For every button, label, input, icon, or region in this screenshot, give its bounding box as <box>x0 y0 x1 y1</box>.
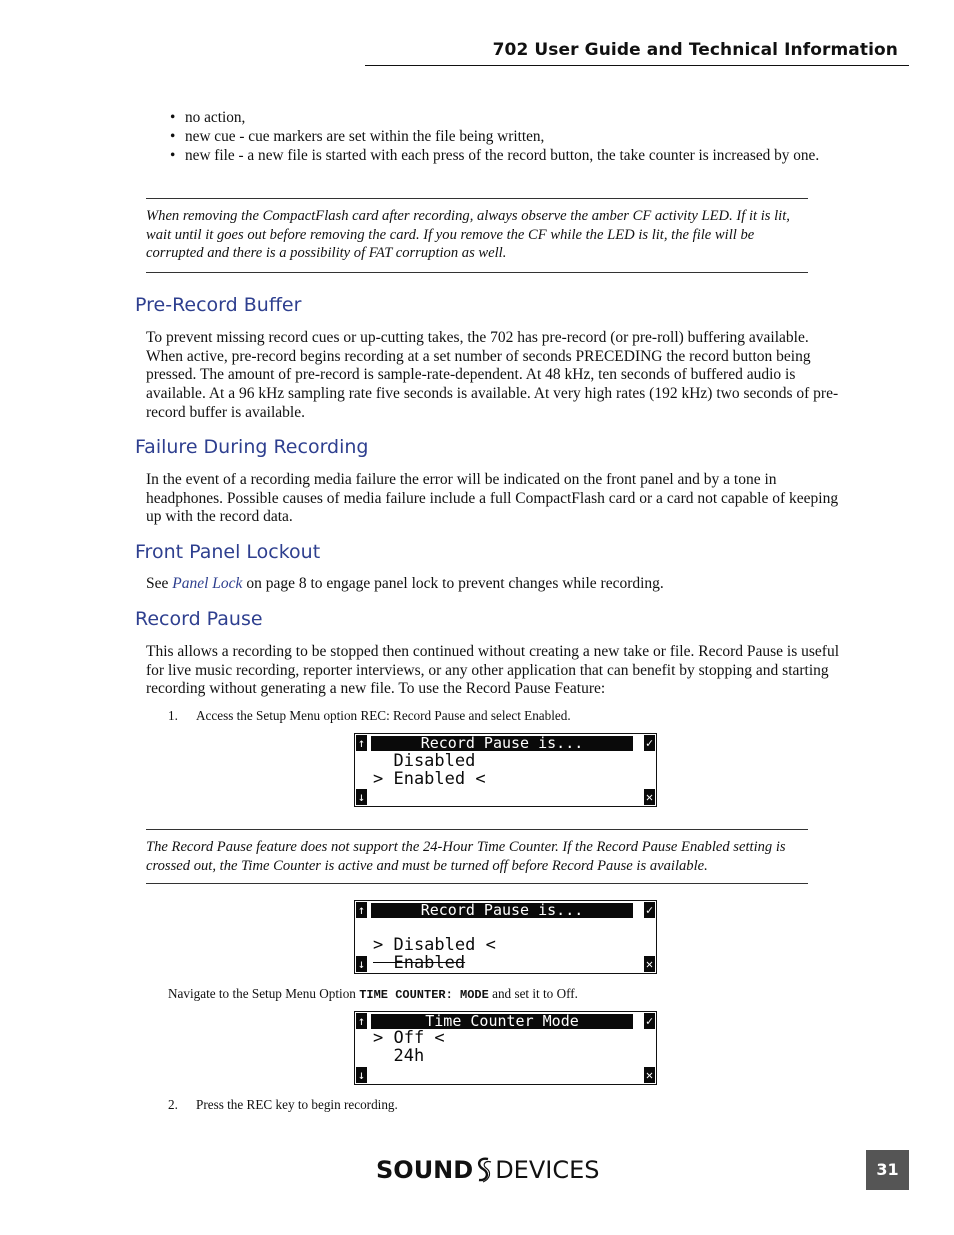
down-arrow-icon: ↓ <box>357 790 366 804</box>
paragraph-failure: In the event of a recording media failure the error will be indicated on the front panel and by a tone in headphones. Possible causes of media failure include a full CompactFlash card or a card not capable of keeping up with the record data. <box>146 471 839 526</box>
step-text: Press the REC key to begin recording. <box>196 1097 398 1112</box>
up-arrow-icon: ↑ <box>357 1014 366 1028</box>
heading-pre-record-buffer: Pre-Record Buffer <box>135 294 302 316</box>
lockout-text-post: on page 8 to engage panel lock to prevent changes while recording. <box>242 575 664 592</box>
lcd-record-pause-enabled <box>354 733 657 807</box>
down-arrow-icon: ↓ <box>357 1068 366 1082</box>
bullet-item: • no action, <box>170 109 850 128</box>
running-header-title: 702 User Guide and Technical Information <box>492 40 898 60</box>
note-time-counter <box>146 829 808 884</box>
check-icon: ✓ <box>645 903 654 917</box>
lcd-title-bar: Record Pause is... <box>371 736 633 751</box>
bullet-item: • new file - a new file is started with each press of the record button, the take counter is increased by one. <box>170 147 850 166</box>
logo-text-light: DEVICES <box>495 1156 600 1184</box>
panel-lock-link[interactable]: Panel Lock <box>172 575 243 592</box>
note-compactflash <box>146 198 808 273</box>
navigate-text-post: and set it to Off. <box>488 986 578 1001</box>
option-bullet-list <box>170 109 850 165</box>
header-rule <box>365 65 909 66</box>
lockout-text-pre: See <box>146 575 173 592</box>
lcd-option-24h: 24h <box>373 1046 425 1066</box>
step-number: 2. <box>168 1097 178 1112</box>
bullet-item: • new cue - cue markers are set within the file being written, <box>170 128 850 147</box>
paragraph-record-pause: This allows a recording to be stopped then continued without creating a new take or file. Record Pause is useful for live music recording, reporter interviews, or any other application that can benefit by stopping and starting recording without generating a new file. To use the Record Pause Feature: <box>146 643 840 698</box>
x-icon: ✕ <box>645 957 654 971</box>
lcd-title-bar: Record Pause is... <box>371 903 633 918</box>
note-text: The Record Pause feature does not support the 24-Hour Time Counter. If the Record Pause Enabled setting is crossed out, the Time Counter is active and must be turned off before Record Pause is available. <box>146 839 786 874</box>
heading-record-pause: Record Pause <box>135 608 263 630</box>
lcd-option-enabled-crossed: Enabled <box>373 953 466 973</box>
step-text: Access the Setup Menu option REC: Record Pause and select Enabled. <box>196 708 571 723</box>
menu-option-code: TIME COUNTER: MODE <box>359 988 489 1002</box>
lcd-record-pause-crossed-out <box>354 900 657 974</box>
step-1 <box>168 708 571 724</box>
heading-failure-during-recording: Failure During Recording <box>135 436 369 458</box>
lcd-option-disabled: Disabled <box>373 751 476 771</box>
navigate-text-pre: Navigate to the Setup Menu Option <box>168 986 360 1001</box>
paragraph-pre-record: To prevent missing record cues or up-cutting takes, the 702 has pre-record (or pre-roll) buffering available. When active, pre-record begins recording at a set number of seconds PRECEDING the record button being pressed. The amount of pre-record is sample-rate-dependent. At 48 kHz, ten seconds of buffered audio is available. At a 96 kHz sampling rate five seconds is available. At very high rates (192 kHz) two seconds of pre-record buffer is available. <box>146 329 839 421</box>
x-icon: ✕ <box>645 1068 654 1082</box>
navigate-instruction <box>168 986 578 1003</box>
note-text: When removing the CompactFlash card after recording, always observe the amber CF activity LED. If it is lit, wait until it goes out before removing the card. If you remove the CF while the LED is lit, the file will be corrupted and there is a possibility of FAT corruption as well. <box>146 208 790 262</box>
lcd-title-bar: Time Counter Mode <box>371 1014 633 1029</box>
paragraph-lockout <box>146 575 846 594</box>
check-icon: ✓ <box>645 1014 654 1028</box>
step-2 <box>168 1097 398 1113</box>
logo-text-bold: SOUND <box>376 1156 474 1184</box>
x-icon: ✕ <box>645 790 654 804</box>
lcd-option-disabled: > Disabled < <box>373 935 496 955</box>
down-arrow-icon: ↓ <box>357 957 366 971</box>
up-arrow-icon: ↑ <box>357 903 366 917</box>
lcd-time-counter-mode <box>354 1011 657 1085</box>
lcd-option-off: > Off < <box>373 1028 445 1048</box>
lcd-option-enabled: > Enabled < <box>373 769 486 789</box>
heading-front-panel-lockout: Front Panel Lockout <box>135 541 321 563</box>
sound-devices-logo <box>376 1156 599 1184</box>
up-arrow-icon: ↑ <box>357 736 366 750</box>
step-number: 1. <box>168 708 178 723</box>
page-number-badge: 31 <box>866 1150 909 1190</box>
check-icon: ✓ <box>645 736 654 750</box>
logo-wave-icon <box>473 1156 495 1184</box>
